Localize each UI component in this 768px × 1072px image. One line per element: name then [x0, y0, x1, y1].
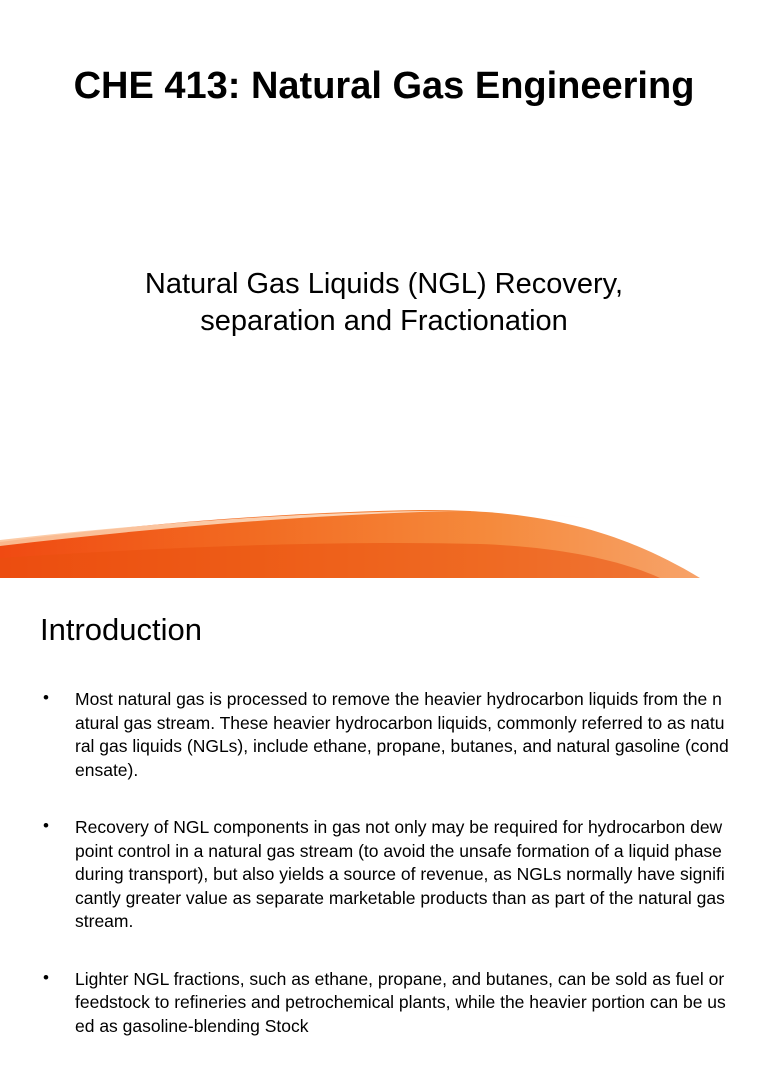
bullet-list — [40, 688, 730, 1072]
introduction-slide — [0, 578, 768, 1036]
section-heading: Introduction — [40, 612, 202, 647]
slide-title: CHE 413: Natural Gas Engineering — [73, 65, 695, 107]
orange-swoosh-decoration — [0, 500, 768, 578]
bullet-icon: • — [43, 688, 49, 707]
bullet-text: Recovery of NGL components in gas not only may be required for hydrocarbon dew point control in a natural gas stream (to avoid the unsafe formation of a liquid phase during transport), but also yields a source of revenue, as NGLs normally have significantly greater value as separate marketable products than as part of the natural gas stream. — [75, 817, 725, 931]
bullet-text: Most natural gas is processed to remove the heavier hydrocarbon liquids from the natural gas stream. These heavier hydrocarbon liquids, commonly referred to as natural gas liquids (NGLs), include ethane, propane, butanes, and natural gasoline (condensate). — [75, 689, 729, 780]
list-item — [40, 816, 730, 934]
bullet-text: Lighter NGL fractions, such as ethane, propane, and butanes, can be sold as fuel or feedstock to refineries and petrochemical plants, while the heavier portion can be used as gasoline-blending Stock — [75, 968, 726, 1036]
list-item — [40, 968, 730, 1039]
bullet-icon: • — [43, 816, 49, 835]
subtitle-line-2: separation and Fractionation — [200, 305, 568, 337]
list-item — [40, 688, 730, 782]
slide-subtitle — [30, 266, 738, 340]
subtitle-line-1: Natural Gas Liquids (NGL) Recovery, — [144, 268, 624, 300]
bullet-icon: • — [43, 967, 49, 987]
